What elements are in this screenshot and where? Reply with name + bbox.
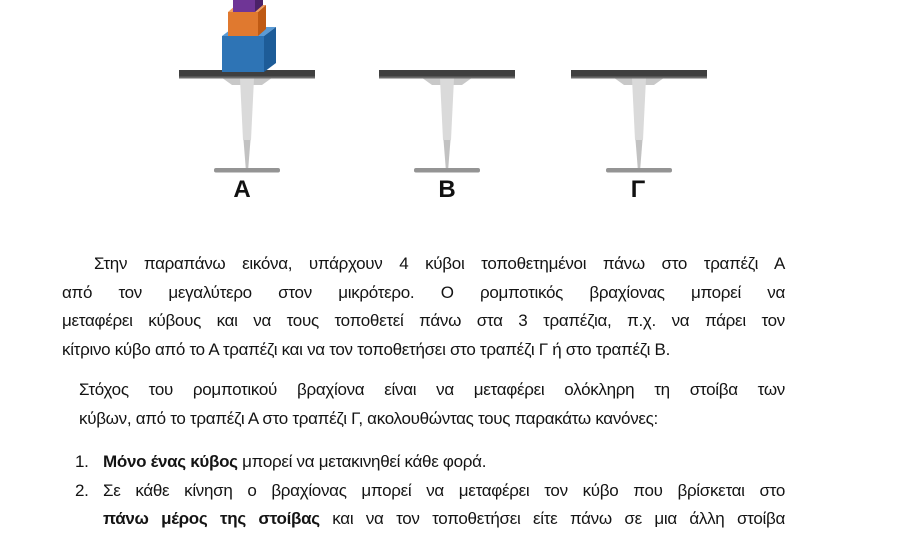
table-a-top-edge — [179, 77, 315, 79]
paragraph-line: κίτρινο κύβο από το Α τραπέζι και να τον τοποθετήσει στο τραπέζι Γ ή στο τραπέζι Β. — [62, 339, 671, 359]
table-gamma-top — [571, 70, 707, 77]
table-gamma — [571, 70, 707, 203]
table-a — [179, 70, 315, 203]
tables-illustration — [0, 0, 907, 210]
table-b-base — [414, 168, 480, 173]
paragraph-goal — [79, 376, 785, 433]
cube-stack — [222, 0, 276, 72]
table-b-label: B — [438, 176, 456, 203]
table-a-label: A — [233, 176, 251, 203]
list-item-1 — [75, 448, 785, 477]
table-gamma-stem-lower — [636, 140, 643, 169]
paragraph-intro — [62, 250, 785, 364]
list-item-line — [103, 505, 785, 534]
table-a-base — [214, 168, 280, 173]
table-b — [379, 70, 515, 203]
table-b-stem-upper — [440, 79, 454, 141]
rules-list — [75, 448, 785, 534]
purple-cube-front-face — [233, 0, 255, 12]
text-run: μπορεί να μετακινηθεί κάθε φορά. — [237, 452, 487, 471]
table-a-stem-upper — [240, 79, 254, 141]
document-text — [62, 250, 785, 534]
list-item-body — [103, 448, 785, 477]
paragraph-line: Στην παραπάνω εικόνα, υπάρχουν 4 κύβοι τοποθετημένοι πάνω στο τραπέζι Α — [94, 254, 785, 273]
list-item-line — [103, 448, 785, 477]
table-gamma-label: Γ — [630, 176, 646, 203]
table-b-top-edge — [379, 77, 515, 79]
blue-cube-front-face — [222, 36, 264, 72]
list-item-body — [103, 477, 785, 534]
paragraph-line: από τον μεγαλύτερο στον μικρότερο. Ο ρομποτικός βραχίονας μπορεί να — [62, 282, 785, 302]
bold-text-run: πάνω μέρος της στοίβας — [103, 509, 320, 528]
orange-cube-front-face — [228, 12, 258, 36]
paragraph-line: κύβων, από το τραπέζι Α στο τραπέζι Γ, ακολουθώντας τους παρακάτω κανόνες: — [79, 408, 658, 428]
table-gamma-base — [606, 168, 672, 173]
table-a-stem-lower — [244, 140, 251, 169]
table-b-stem-lower — [444, 140, 451, 169]
list-item-number: 2. — [75, 480, 89, 500]
list-item-line — [103, 477, 785, 506]
paragraph-line: Στόχος του ρομποτικού βραχίονα είναι να μεταφέρει ολόκληρη τη στοίβα των — [79, 380, 785, 399]
table-b-top — [379, 70, 515, 77]
list-item-number: 1. — [75, 452, 89, 471]
text-run: Σε κάθε κίνηση ο βραχίονας μπορεί να μεταφέρει τον κύβο που βρίσκεται στο — [103, 480, 785, 500]
text-run: και να τον τοποθετήσει είτε πάνω σε μια άλλη στοίβα — [319, 509, 785, 528]
bold-text-run: Μόνο ένας κύβος — [103, 452, 238, 471]
list-item-2 — [75, 477, 785, 534]
table-gamma-stem-upper — [632, 79, 646, 141]
paragraph-line: μεταφέρει κύβους και να τους τοποθετεί πάνω στα 3 τραπέζια, π.χ. να πάρει τον — [62, 311, 785, 330]
table-gamma-top-edge — [571, 77, 707, 79]
